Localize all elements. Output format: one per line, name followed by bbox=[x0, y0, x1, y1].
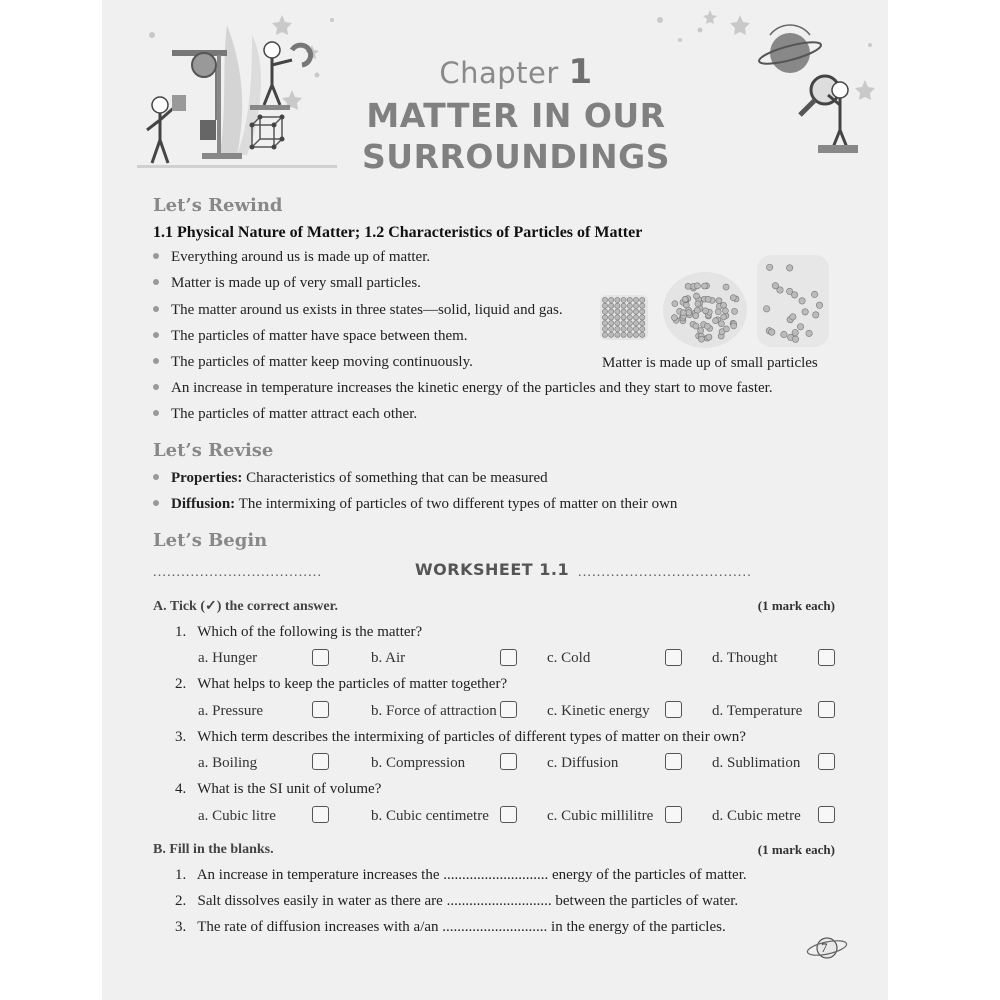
rewind-bullet: The particles of matter keep moving continuously. bbox=[153, 353, 473, 371]
q4-option-d-checkbox[interactable] bbox=[818, 806, 835, 823]
rewind-bullet: Matter is made up of very small particles. bbox=[153, 274, 421, 292]
q1-option-b: b. Air bbox=[371, 650, 406, 666]
chapter-word: Chapter bbox=[439, 56, 559, 90]
question-4: 4. What is the SI unit of volume? bbox=[175, 781, 382, 797]
q1-option-b-checkbox[interactable] bbox=[500, 649, 517, 666]
q4-option-d: d. Cubic metre bbox=[712, 808, 801, 824]
q1-option-c-checkbox[interactable] bbox=[665, 649, 682, 666]
question-3: 3. Which term describes the intermixing of particles of different types of matter on their own? bbox=[175, 729, 746, 745]
q1-option-c: c. Cold bbox=[547, 650, 591, 666]
section-a-marks: (1 mark each) bbox=[757, 598, 835, 613]
q3-option-d: d. Sublimation bbox=[712, 755, 801, 771]
q2-option-c-checkbox[interactable] bbox=[665, 701, 682, 718]
chapter-title-line2: SURROUNDINGS bbox=[362, 137, 670, 176]
fill-blank-3: 3. The rate of diffusion increases with a/an ............................ in the energy of the particles. bbox=[175, 919, 726, 935]
page-number: 7 bbox=[803, 933, 851, 963]
q4-option-a-checkbox[interactable] bbox=[312, 806, 329, 823]
rewind-bullet: An increase in temperature increases the kinetic energy of the particles and they start to move faster. bbox=[153, 379, 773, 397]
chapter-title bbox=[356, 95, 676, 177]
section-a-heading: A. Tick (✓) the correct answer. bbox=[153, 599, 339, 614]
q1-option-d: d. Thought bbox=[712, 650, 778, 666]
revise-item-diffusion: Diffusion: The intermixing of particles of two different types of matter on their own bbox=[153, 495, 677, 513]
q3-option-b: b. Compression bbox=[371, 755, 466, 771]
fill-blank-2: 2. Salt dissolves easily in water as there are ............................ between the particles of water. bbox=[175, 893, 739, 909]
worksheet-title: WORKSHEET 1.1 bbox=[415, 560, 570, 579]
q1-option-a: a. Hunger bbox=[198, 650, 258, 666]
figure-caption: Matter is made up of small particles bbox=[602, 355, 818, 371]
q3-option-a: a. Boiling bbox=[198, 755, 258, 771]
q1-option-d-checkbox[interactable] bbox=[818, 649, 835, 666]
rewind-bullet: The particles of matter have space between them. bbox=[153, 327, 468, 345]
q2-option-d: d. Temperature bbox=[712, 703, 803, 719]
worksheet-dots-left: .................................... bbox=[153, 565, 323, 580]
planet-scientist-illustration-right bbox=[640, 5, 885, 165]
rewind-bullet: The matter around us exists in three states—solid, liquid and gas. bbox=[153, 301, 563, 319]
q3-option-c-checkbox[interactable] bbox=[665, 753, 682, 770]
chapter-label bbox=[396, 52, 636, 92]
q2-option-b-checkbox[interactable] bbox=[500, 701, 517, 718]
question-2: 2. What helps to keep the particles of matter together? bbox=[175, 676, 508, 692]
rewind-subheading: 1.1 Physical Nature of Matter; 1.2 Characteristics of Particles of Matter bbox=[153, 224, 643, 241]
rewind-bullet: The particles of matter attract each other. bbox=[153, 405, 417, 423]
q4-option-c: c. Cubic millilitre bbox=[547, 808, 654, 824]
q3-option-b-checkbox[interactable] bbox=[500, 753, 517, 770]
fill-blank-1: 1. An increase in temperature increases the ............................ energy of the particles of matter. bbox=[175, 867, 747, 883]
revise-heading: Let’s Revise bbox=[153, 440, 274, 461]
q4-option-c-checkbox[interactable] bbox=[665, 806, 682, 823]
chapter-number: 1 bbox=[568, 52, 593, 92]
q1-option-a-checkbox[interactable] bbox=[312, 649, 329, 666]
q3-option-c: c. Diffusion bbox=[547, 755, 619, 771]
q3-option-d-checkbox[interactable] bbox=[818, 753, 835, 770]
chapter-title-line1: MATTER IN OUR bbox=[366, 96, 666, 135]
begin-heading: Let’s Begin bbox=[153, 530, 268, 551]
rewind-bullet: Everything around us is made up of matter. bbox=[153, 248, 430, 266]
q2-option-b: b. Force of attraction bbox=[371, 703, 497, 719]
q3-option-a-checkbox[interactable] bbox=[312, 753, 329, 770]
q4-option-b: b. Cubic centimetre bbox=[371, 808, 489, 824]
section-b-heading: B. Fill in the blanks. bbox=[153, 842, 274, 857]
q4-option-a: a. Cubic litre bbox=[198, 808, 276, 824]
q4-option-b-checkbox[interactable] bbox=[500, 806, 517, 823]
scientists-illustration-left bbox=[132, 5, 342, 170]
q2-option-a-checkbox[interactable] bbox=[312, 701, 329, 718]
revise-item-properties: Properties: Characteristics of something that can be measured bbox=[153, 469, 548, 487]
question-1: 1. Which of the following is the matter? bbox=[175, 624, 423, 640]
particle-states-figure bbox=[595, 250, 835, 350]
worksheet-dots-right: ..................................... bbox=[578, 565, 752, 580]
q2-option-c: c. Kinetic energy bbox=[547, 703, 650, 719]
q2-option-a: a. Pressure bbox=[198, 703, 263, 719]
rewind-heading: Let’s Rewind bbox=[153, 195, 283, 216]
q2-option-d-checkbox[interactable] bbox=[818, 701, 835, 718]
section-b-marks: (1 mark each) bbox=[757, 842, 835, 857]
